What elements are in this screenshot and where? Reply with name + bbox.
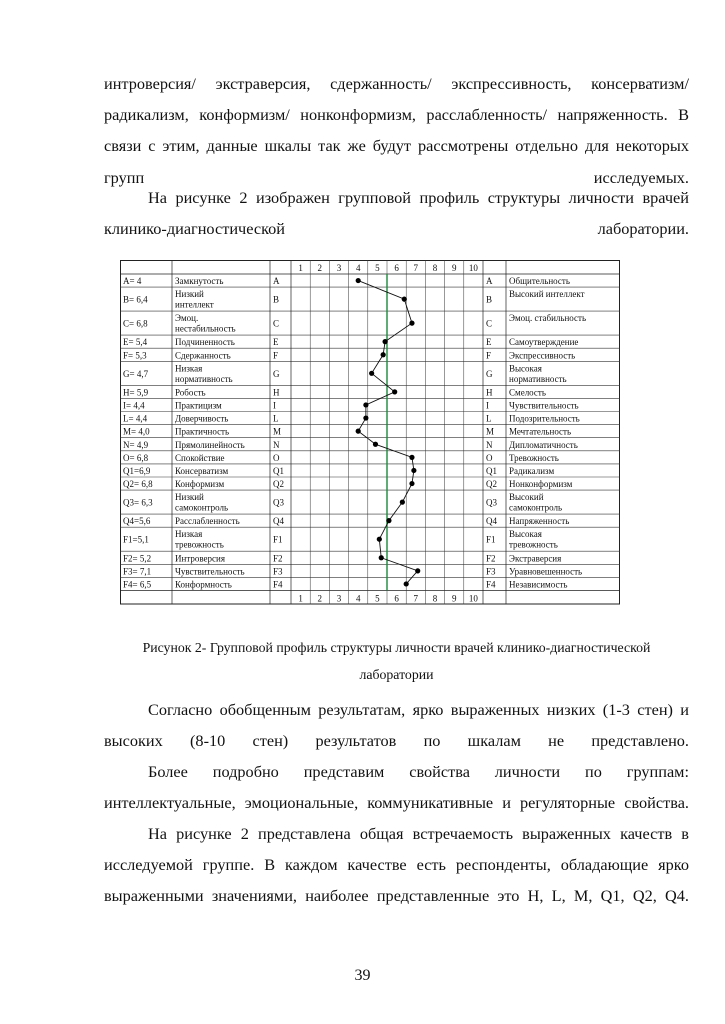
- high-pole-label: Мечтательность: [509, 426, 572, 437]
- factor-code-left: Q4: [273, 516, 284, 527]
- profile-point: [392, 389, 397, 394]
- low-pole-label: интеллект: [175, 299, 214, 310]
- high-pole-label: тревожность: [509, 539, 558, 550]
- low-pole-label: Расслабленность: [175, 516, 240, 527]
- profile-point: [409, 481, 414, 486]
- factor-code-left: Q2: [273, 479, 284, 490]
- profile-point: [409, 321, 414, 326]
- high-pole-label: Чувствительность: [509, 400, 579, 411]
- row-score-label: O= 6,8: [123, 452, 149, 463]
- low-pole-label: Низкая: [175, 529, 203, 540]
- profile-point: [402, 297, 407, 302]
- high-pole-label: Уравновешенность: [509, 566, 583, 577]
- high-pole-label: Напряженность: [509, 516, 570, 527]
- factor-code-right: H: [486, 387, 493, 398]
- profile-point: [411, 468, 416, 473]
- tick-label-top: 1: [298, 263, 303, 273]
- factor-code-right: F: [486, 350, 492, 361]
- profile-point: [381, 352, 386, 357]
- tick-label-bottom: 9: [451, 593, 457, 604]
- high-pole-label: Подозрительность: [509, 413, 580, 424]
- paragraph-1: интроверсия/ экстраверсия, сдержанность/ экспрессивность, консерватизм/ радикализм, конформизм/ нонконформизм, расслабленность/ напряженность. В связи с этим, данные шкалы так же будут рассмотрены отдельно для некоторых групп исследуемых.: [104, 74, 689, 187]
- factor-code-right: I: [486, 400, 489, 411]
- high-pole-label: Экспрессивность: [509, 350, 576, 361]
- high-pole-label: Высокая: [509, 363, 542, 374]
- high-pole-label: Дипломатичность: [509, 439, 578, 450]
- paragraph-2: На рисунке 2 изображен групповой профиль структуры личности врачей клинико-диагностической лаборатории.: [104, 188, 689, 239]
- low-pole-label: Сдержанность: [175, 350, 231, 361]
- factor-code-right: F3: [486, 566, 496, 577]
- profile-point: [382, 339, 387, 344]
- factor-code-right: O: [486, 452, 493, 463]
- paragraph-3: Согласно обобщенным результатам, ярко выраженных низких (1-3 стен) и высоких (8-10 стен) результатов по шкалам не представлено.: [104, 700, 689, 751]
- factor-code-left: F4: [273, 579, 283, 590]
- factor-code-right: F2: [486, 553, 496, 564]
- row-score-label: C= 6,8: [123, 318, 148, 329]
- tick-label-top: 5: [375, 263, 380, 273]
- factor-code-left: N: [273, 439, 280, 450]
- row-score-label: F4= 6,5: [123, 579, 152, 590]
- high-pole-label: Самоутверждение: [509, 337, 579, 348]
- low-pole-label: Замкнутость: [175, 276, 224, 287]
- tick-label-bottom: 8: [432, 593, 438, 604]
- tick-label-bottom: 2: [317, 593, 323, 604]
- row-score-label: F2= 5,2: [123, 553, 152, 564]
- low-pole-label: Чувствительность: [175, 566, 245, 577]
- factor-code-left: A: [273, 276, 280, 287]
- low-pole-label: Доверчивость: [175, 413, 229, 424]
- high-pole-label: Независимость: [509, 579, 568, 590]
- profile-point: [415, 568, 420, 573]
- tick-label-bottom: 7: [413, 593, 419, 604]
- factor-code-left: C: [273, 318, 280, 329]
- low-pole-label: Эмоц.: [175, 313, 199, 324]
- low-pole-label: Низкая: [175, 363, 203, 374]
- tick-label-top: 4: [355, 263, 361, 273]
- row-score-label: H= 5,9: [123, 387, 149, 398]
- figure-caption: [104, 634, 689, 688]
- factor-code-left: E: [273, 337, 279, 348]
- low-pole-label: нестабильность: [175, 323, 236, 334]
- caption-line-1: Рисунок 2- Групповой профиль структуры личности врачей клинико-диагностической: [142, 640, 651, 655]
- profile-point: [404, 581, 409, 586]
- tick-label-top: 8: [432, 263, 438, 273]
- high-pole-label: Высокая: [509, 529, 542, 540]
- factor-code-right: B: [486, 294, 493, 305]
- low-pole-label: Робость: [175, 387, 206, 398]
- tick-label-top: 10: [468, 263, 478, 273]
- factor-code-left: I: [273, 400, 276, 411]
- factor-code-left: F1: [273, 534, 283, 545]
- profile-point: [377, 537, 382, 542]
- low-pole-label: Практичность: [175, 426, 230, 437]
- page-number: 39: [354, 967, 371, 984]
- low-pole-label: тревожность: [175, 539, 224, 550]
- factor-code-right: A: [486, 276, 493, 287]
- profile-point: [356, 278, 361, 283]
- profile-point: [379, 555, 384, 560]
- factor-code-left: F3: [273, 566, 283, 577]
- row-score-label: Q2= 6,8: [123, 479, 153, 490]
- factor-code-left: G: [273, 368, 280, 379]
- factor-code-left: B: [273, 294, 280, 305]
- tick-label-bottom: 6: [394, 593, 399, 604]
- high-pole-label: Эмоц. стабильность: [509, 313, 587, 324]
- low-pole-label: Низкий: [175, 289, 204, 300]
- row-score-label: N= 4,9: [123, 439, 149, 450]
- factor-code-right: E: [486, 337, 492, 348]
- profile-point: [409, 455, 414, 460]
- high-pole-label: Высокий интеллект: [509, 289, 585, 300]
- row-score-label: A= 4: [123, 276, 142, 287]
- profile-point: [356, 429, 361, 434]
- row-score-label: F3= 7,1: [123, 566, 152, 577]
- row-score-label: G= 4,7: [123, 368, 149, 379]
- paragraph-5: На рисунке 2 представлена общая встречаемость выраженных качеств в исследуемой группе. В каждом качестве есть респонденты, обладающие ярко выраженными значениями, наиболее представленные это H, L, M, Q1, Q2, Q4.: [104, 824, 689, 906]
- tick-label-top: 2: [317, 263, 323, 273]
- high-pole-label: Радикализм: [509, 466, 555, 476]
- row-score-label: M= 4,0: [123, 426, 150, 437]
- tick-label-bottom: 3: [336, 593, 342, 604]
- high-pole-label: самоконтроль: [509, 502, 563, 513]
- low-pole-label: нормативность: [175, 373, 233, 384]
- low-pole-label: Спокойствие: [175, 452, 225, 463]
- tick-label-bottom: 4: [355, 593, 361, 604]
- tick-label-top: 3: [336, 263, 342, 273]
- factor-code-left: L: [273, 413, 279, 424]
- profile-point: [386, 518, 391, 523]
- row-score-label: F1=5,1: [123, 534, 149, 545]
- low-pole-label: Консерватизм: [175, 466, 229, 476]
- paragraph-4: Более подробно представим свойства личности по группам: интеллектуальные, эмоциональные, коммуникативные и регуляторные свойства.: [104, 762, 689, 813]
- high-pole-label: Экстраверсия: [509, 553, 562, 564]
- factor-code-left: Q1: [273, 466, 284, 476]
- row-score-label: B= 6,4: [123, 294, 148, 305]
- factor-code-left: O: [273, 452, 280, 463]
- row-score-label: Q4=5,6: [123, 516, 151, 527]
- tick-label-bottom: 1: [298, 593, 303, 604]
- row-score-label: Q1=6,9: [123, 466, 151, 476]
- high-pole-label: Смелость: [509, 387, 546, 398]
- row-score-label: E= 5,4: [123, 337, 148, 348]
- tick-label-top: 6: [394, 263, 399, 273]
- factor-code-right: L: [486, 413, 492, 424]
- low-pole-label: Практицизм: [175, 400, 222, 411]
- factor-code-right: M: [486, 426, 495, 437]
- profile-point: [400, 500, 405, 505]
- low-pole-label: Конформность: [175, 579, 232, 590]
- factor-code-right: Q1: [486, 466, 497, 476]
- factor-code-right: N: [486, 439, 493, 450]
- factor-code-right: F1: [486, 534, 496, 545]
- personality-profile-chart: [120, 260, 620, 605]
- factor-code-left: Q3: [273, 497, 284, 508]
- factor-code-right: Q3: [486, 497, 497, 508]
- low-pole-label: Низкий: [175, 492, 204, 503]
- low-pole-label: самоконтроль: [175, 502, 229, 513]
- low-pole-label: Конформизм: [175, 479, 225, 490]
- factor-code-left: H: [273, 387, 280, 398]
- high-pole-label: Тревожность: [509, 452, 559, 463]
- tick-label-bottom: 5: [375, 593, 380, 604]
- tick-label-top: 9: [451, 263, 457, 273]
- low-pole-label: Прямолинейность: [175, 439, 245, 450]
- factor-code-left: F: [273, 350, 279, 361]
- profile-point: [373, 442, 378, 447]
- high-pole-label: нормативность: [509, 373, 567, 384]
- row-score-label: I= 4,4: [123, 400, 145, 411]
- caption-line-2: лаборатории: [359, 667, 434, 682]
- profile-point: [363, 415, 368, 420]
- profile-point: [369, 371, 374, 376]
- factor-code-right: C: [486, 318, 493, 329]
- factor-code-right: F4: [486, 579, 496, 590]
- row-score-label: F= 5,3: [123, 350, 147, 361]
- factor-code-right: Q2: [486, 479, 497, 490]
- profile-point: [363, 402, 368, 407]
- profile-line: [358, 281, 418, 584]
- factor-code-left: F2: [273, 553, 283, 564]
- factor-code-right: G: [486, 368, 493, 379]
- row-score-label: L= 4,4: [123, 413, 148, 424]
- low-pole-label: Интроверсия: [175, 553, 226, 564]
- row-score-label: Q3= 6,3: [123, 497, 153, 508]
- low-pole-label: Подчиненность: [175, 337, 235, 348]
- factor-code-left: M: [273, 426, 282, 437]
- tick-label-bottom: 10: [468, 593, 478, 604]
- high-pole-label: Высокий: [509, 492, 544, 503]
- factor-code-right: Q4: [486, 516, 497, 527]
- high-pole-label: Нонконформизм: [509, 479, 573, 490]
- tick-label-top: 7: [413, 263, 419, 273]
- high-pole-label: Общительность: [509, 276, 570, 287]
